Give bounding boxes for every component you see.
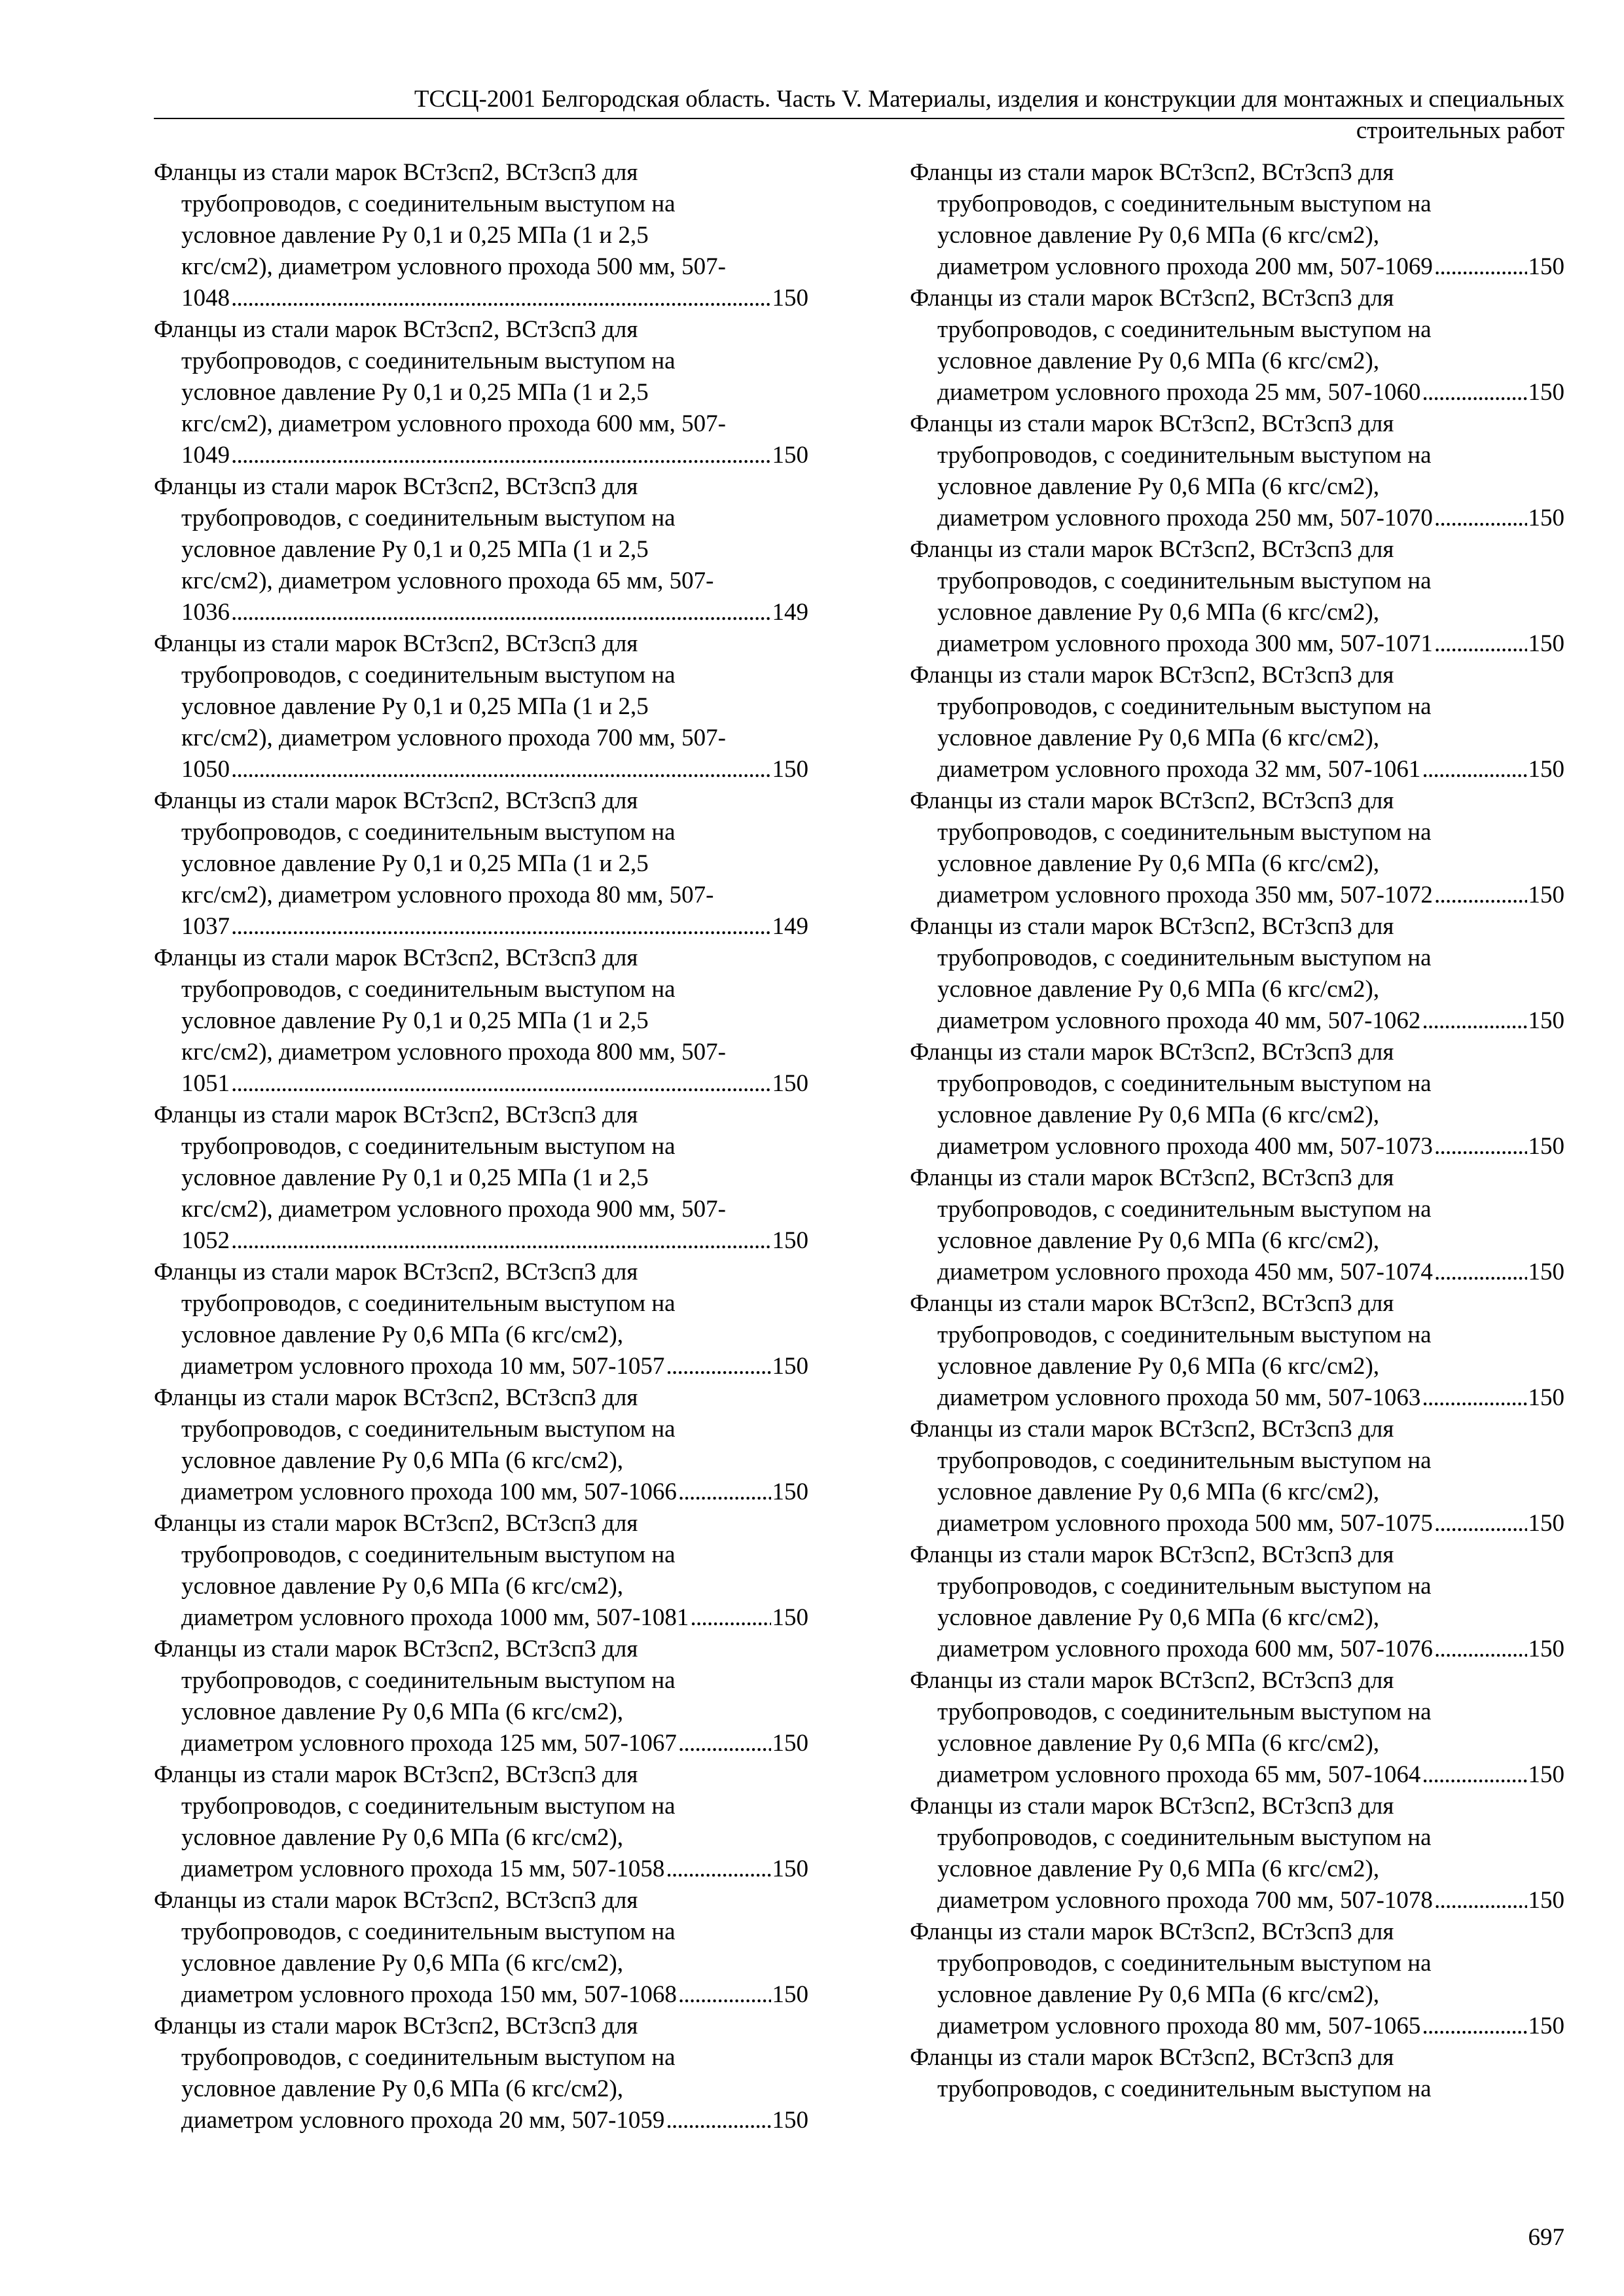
entry-page-ref: 150: [1528, 1007, 1564, 1034]
index-entry: [910, 1414, 1564, 1539]
entry-page-ref: 150: [772, 1070, 808, 1097]
entry-line: [154, 2105, 808, 2136]
entry-line: трубопроводов, с соединительным выступом на: [181, 1541, 676, 1568]
entry-line: условное давление Ру 0,6 МПа (6 кгс/см2),: [937, 1981, 1380, 2008]
dot-leader: [678, 1728, 771, 1759]
index-entry: [910, 408, 1564, 534]
entry-line: Фланцы из стали марок ВСт3сп2, ВСт3сп3 для: [910, 662, 1394, 689]
entry-line: условное давление Ру 0,6 МПа (6 кгс/см2),: [181, 2075, 624, 2102]
entry-line: Фланцы из стали марок ВСт3сп2, ВСт3сп3 для: [910, 1541, 1394, 1568]
entry-line: Фланцы из стали марок ВСт3сп2, ВСт3сп3 для: [154, 630, 638, 657]
entry-text: 1036: [181, 599, 230, 626]
entry-page-ref: 150: [1528, 379, 1564, 406]
entry-line: условное давление Ру 0,6 МПа (6 кгс/см2),: [937, 1604, 1380, 1631]
entry-line: Фланцы из стали марок ВСт3сп2, ВСт3сп3 для: [154, 1510, 638, 1537]
entry-line: условное давление Ру 0,6 МПа (6 кгс/см2),: [181, 1321, 624, 1348]
entry-line: Фланцы из стали марок ВСт3сп2, ВСт3сп3 для: [910, 1416, 1394, 1443]
entry-line: условное давление Ру 0,6 МПа (6 кгс/см2),: [181, 1447, 624, 1474]
entry-text: диаметром условного прохода 200 мм, 507-1069: [937, 253, 1433, 280]
entry-page-ref: 150: [772, 285, 808, 312]
entry-line: трубопроводов, с соединительным выступом на: [937, 693, 1432, 720]
entry-line: Фланцы из стали марок ВСт3сп2, ВСт3сп3 для: [154, 944, 638, 971]
dot-leader: [1422, 377, 1526, 408]
entry-line: кгс/см2), диаметром условного прохода 500 мм, 507-: [181, 253, 726, 280]
dot-leader: [1434, 1131, 1527, 1162]
entry-line: трубопроводов, с соединительным выступом на: [937, 1070, 1432, 1097]
index-entry: [154, 1634, 808, 1759]
entry-page-ref: 150: [1528, 2013, 1564, 2039]
index-entry: [154, 942, 808, 1100]
entry-line: [154, 1225, 808, 1257]
index-entry: [154, 471, 808, 628]
entry-line: [154, 1728, 808, 1759]
entry-page-ref: 150: [772, 1353, 808, 1380]
entry-line: трубопроводов, с соединительным выступом на: [937, 442, 1432, 469]
index-entry: [910, 1037, 1564, 1162]
dot-leader: [1434, 628, 1527, 660]
dot-leader: [1434, 1508, 1527, 1539]
header-line-2: строительных работ: [1356, 117, 1564, 144]
entry-line: кгс/см2), диаметром условного прохода 700 мм, 507-: [181, 725, 726, 751]
entry-line: Фланцы из стали марок ВСт3сп2, ВСт3сп3 для: [154, 2013, 638, 2039]
entry-line: кгс/см2), диаметром условного прохода 900 мм, 507-: [181, 1196, 726, 1223]
entry-page-ref: 150: [772, 1479, 808, 1505]
entry-line: условное давление Ру 0,1 и 0,25 МПа (1 и 2,5: [181, 693, 649, 720]
entry-text: диаметром условного прохода 250 мм, 507-1070: [937, 505, 1433, 531]
entry-line: трубопроводов, с соединительным выступом на: [181, 348, 676, 374]
entry-text: диаметром условного прохода 150 мм, 507-1068: [181, 1981, 677, 2008]
entry-text: диаметром условного прохода 350 мм, 507-1072: [937, 882, 1433, 908]
entry-text: диаметром условного прохода 700 мм, 507-1078: [937, 1887, 1433, 1914]
index-entry: [910, 1916, 1564, 2042]
entry-text: диаметром условного прохода 25 мм, 507-1060: [937, 379, 1421, 406]
index-entry: [154, 157, 808, 314]
entry-text: 1037: [181, 913, 230, 940]
entry-line: трубопроводов, с соединительным выступом на: [937, 819, 1432, 846]
entry-page-ref: 149: [772, 913, 808, 940]
entry-line: трубопроводов, с соединительным выступом на: [937, 190, 1432, 217]
entry-page-ref: 150: [1528, 253, 1564, 280]
entry-line: трубопроводов, с соединительным выступом на: [937, 1321, 1432, 1348]
entry-page-ref: 150: [1528, 882, 1564, 908]
entry-line: условное давление Ру 0,6 МПа (6 кгс/см2),: [937, 1227, 1380, 1254]
dot-leader: [1434, 251, 1527, 283]
entry-line: [910, 503, 1564, 534]
dot-leader: [1434, 880, 1527, 911]
entry-line: [910, 377, 1564, 408]
entry-line: Фланцы из стали марок ВСт3сп2, ВСт3сп3 для: [154, 1887, 638, 1914]
entry-page-ref: 150: [1528, 1887, 1564, 1914]
entry-line: Фланцы из стали марок ВСт3сп2, ВСт3сп3 для: [910, 1039, 1394, 1066]
entry-text: диаметром условного прохода 50 мм, 507-1063: [937, 1384, 1421, 1411]
entry-line: кгс/см2), диаметром условного прохода 80 мм, 507-: [181, 882, 714, 908]
entry-line: [154, 1854, 808, 1885]
entry-page-ref: 150: [1528, 1384, 1564, 1411]
entry-line: Фланцы из стали марок ВСт3сп2, ВСт3сп3 для: [910, 2044, 1394, 2071]
entry-line: [910, 1759, 1564, 1791]
entry-line: трубопроводов, с соединительным выступом на: [937, 1573, 1432, 1600]
entry-line: кгс/см2), диаметром условного прохода 800 мм, 507-: [181, 1039, 726, 1066]
entry-line: Фланцы из стали марок ВСт3сп2, ВСт3сп3 для: [910, 285, 1394, 312]
dot-leader: [1434, 1257, 1527, 1288]
index-entry: [154, 1885, 808, 2011]
entry-line: [910, 2011, 1564, 2042]
entry-line: [154, 1351, 808, 1382]
entry-text: диаметром условного прохода 65 мм, 507-1064: [937, 1761, 1421, 1788]
entry-line: условное давление Ру 0,6 МПа (6 кгс/см2),: [937, 222, 1380, 249]
index-entry: [910, 1288, 1564, 1414]
entry-line: условное давление Ру 0,6 МПа (6 кгс/см2),: [181, 1698, 624, 1725]
index-entry: [154, 1100, 808, 1257]
dot-leader: [666, 2105, 770, 2136]
running-header: [154, 84, 1564, 147]
entry-page-ref: 150: [1528, 1133, 1564, 1160]
entry-text: диаметром условного прохода 300 мм, 507-1071: [937, 630, 1433, 657]
entry-text: диаметром условного прохода 80 мм, 507-1065: [937, 2013, 1421, 2039]
entry-line: условное давление Ру 0,6 МПа (6 кгс/см2),: [937, 599, 1380, 626]
entry-line: Фланцы из стали марок ВСт3сп2, ВСт3сп3 для: [910, 1667, 1394, 1694]
entry-line: условное давление Ру 0,6 МПа (6 кгс/см2),: [937, 1856, 1380, 1882]
entry-line: кгс/см2), диаметром условного прохода 600 мм, 507-: [181, 410, 726, 437]
index-column-left: [154, 157, 808, 2136]
entry-text: диаметром условного прохода 400 мм, 507-1073: [937, 1133, 1433, 1160]
index-entry: [910, 1665, 1564, 1791]
entry-line: Фланцы из стали марок ВСт3сп2, ВСт3сп3 для: [154, 159, 638, 186]
entry-line: [154, 1602, 808, 1634]
entry-line: [910, 880, 1564, 911]
entry-line: условное давление Ру 0,1 и 0,25 МПа (1 и 2,5: [181, 379, 649, 406]
entry-line: условное давление Ру 0,6 МПа (6 кгс/см2),: [937, 1479, 1380, 1505]
dot-leader: [1422, 1005, 1526, 1037]
entry-page-ref: 150: [772, 2107, 808, 2134]
index-entry: [910, 1791, 1564, 1916]
entry-page-ref: 150: [772, 1604, 808, 1631]
entry-page-ref: 150: [1528, 630, 1564, 657]
dot-leader: [666, 1351, 770, 1382]
entry-text: 1049: [181, 442, 230, 469]
entry-line: [910, 1634, 1564, 1665]
entry-line: [910, 754, 1564, 785]
entry-line: [910, 1885, 1564, 1916]
entry-line: трубопроводов, с соединительным выступом на: [181, 1793, 676, 1820]
entry-line: Фланцы из стали марок ВСт3сп2, ВСт3сп3 для: [910, 1164, 1394, 1191]
entry-line: [910, 1131, 1564, 1162]
entry-text: диаметром условного прохода 20 мм, 507-1059: [181, 2107, 665, 2134]
entry-line: Фланцы из стали марок ВСт3сп2, ВСт3сп3 для: [910, 410, 1394, 437]
entry-line: [910, 1257, 1564, 1288]
entry-line: [910, 1382, 1564, 1414]
entry-line: [154, 597, 808, 628]
entry-line: [154, 911, 808, 942]
entry-line: Фланцы из стали марок ВСт3сп2, ВСт3сп3 для: [910, 1793, 1394, 1820]
index-entry: [154, 1508, 808, 1634]
entry-page-ref: 150: [1528, 505, 1564, 531]
dot-leader: [231, 754, 771, 785]
entry-line: трубопроводов, с соединительным выступом на: [181, 2044, 676, 2071]
entry-page-ref: 150: [1528, 1636, 1564, 1662]
entry-line: условное давление Ру 0,1 и 0,25 МПа (1 и 2,5: [181, 536, 649, 563]
entry-line: Фланцы из стали марок ВСт3сп2, ВСт3сп3 для: [154, 1636, 638, 1662]
entry-line: трубопроводов, с соединительным выступом на: [181, 505, 676, 531]
entry-page-ref: 150: [772, 1981, 808, 2008]
entry-page-ref: 149: [772, 599, 808, 626]
entry-line: условное давление Ру 0,6 МПа (6 кгс/см2),: [181, 1950, 624, 1977]
entry-line: [154, 283, 808, 314]
entry-line: условное давление Ру 0,6 МПа (6 кгс/см2),: [937, 850, 1380, 877]
header-rule: [154, 118, 1564, 119]
entry-line: условное давление Ру 0,6 МПа (6 кгс/см2),: [937, 473, 1380, 500]
entry-line: [910, 628, 1564, 660]
entry-line: условное давление Ру 0,6 МПа (6 кгс/см2),: [937, 725, 1380, 751]
dot-leader: [231, 1068, 771, 1100]
index-column-right: [910, 157, 1564, 2105]
dot-leader: [1422, 1382, 1526, 1414]
entry-text: диаметром условного прохода 1000 мм, 507-1081: [181, 1604, 689, 1631]
entry-line: Фланцы из стали марок ВСт3сп2, ВСт3сп3 для: [910, 787, 1394, 814]
dot-leader: [1434, 1634, 1527, 1665]
entry-line: кгс/см2), диаметром условного прохода 65 мм, 507-: [181, 567, 714, 594]
dot-leader: [231, 911, 771, 942]
index-entry: [910, 534, 1564, 660]
entry-line: трубопроводов, с соединительным выступом на: [937, 2075, 1432, 2102]
entry-line: трубопроводов, с соединительным выступом на: [181, 819, 676, 846]
entry-line: условное давление Ру 0,6 МПа (6 кгс/см2),: [181, 1824, 624, 1851]
entry-line: Фланцы из стали марок ВСт3сп2, ВСт3сп3 для: [154, 787, 638, 814]
entry-line: Фланцы из стали марок ВСт3сп2, ВСт3сп3 для: [154, 1384, 638, 1411]
entry-page-ref: 150: [1528, 1259, 1564, 1285]
dot-leader: [678, 1979, 771, 2011]
entry-line: [154, 1979, 808, 2011]
entry-line: [154, 1477, 808, 1508]
entry-text: диаметром условного прохода 40 мм, 507-1062: [937, 1007, 1421, 1034]
index-entry: [910, 2042, 1564, 2105]
entry-page-ref: 150: [772, 1730, 808, 1757]
dot-leader: [1422, 2011, 1526, 2042]
entry-text: диаметром условного прохода 600 мм, 507-1076: [937, 1636, 1433, 1662]
entry-line: трубопроводов, с соединительным выступом на: [181, 190, 676, 217]
entry-line: трубопроводов, с соединительным выступом на: [181, 1667, 676, 1694]
index-entry: [910, 283, 1564, 408]
entry-line: трубопроводов, с соединительным выступом на: [181, 976, 676, 1003]
entry-text: диаметром условного прохода 125 мм, 507-1067: [181, 1730, 677, 1757]
entry-line: условное давление Ру 0,1 и 0,25 МПа (1 и 2,5: [181, 1007, 649, 1034]
entry-line: трубопроводов, с соединительным выступом на: [937, 1447, 1432, 1474]
entry-page-ref: 150: [772, 442, 808, 469]
entry-page-ref: 150: [772, 1856, 808, 1882]
entry-line: [910, 251, 1564, 283]
entry-line: трубопроводов, с соединительным выступом на: [937, 316, 1432, 343]
dot-leader: [231, 1225, 771, 1257]
index-entry: [910, 1162, 1564, 1288]
index-entry: [154, 2011, 808, 2136]
entry-line: Фланцы из стали марок ВСт3сп2, ВСт3сп3 для: [154, 1761, 638, 1788]
entry-line: [910, 1508, 1564, 1539]
dot-leader: [1434, 503, 1527, 534]
entry-line: условное давление Ру 0,1 и 0,25 МПа (1 и 2,5: [181, 222, 649, 249]
header-line-1: ТССЦ-2001 Белгородская область. Часть V. Материалы, изделия и конструкции для монтажных и специальных: [414, 86, 1564, 113]
entry-line: [910, 1005, 1564, 1037]
entry-line: Фланцы из стали марок ВСт3сп2, ВСт3сп3 для: [910, 1918, 1394, 1945]
entry-line: Фланцы из стали марок ВСт3сп2, ВСт3сп3 для: [910, 913, 1394, 940]
entry-line: условное давление Ру 0,1 и 0,25 МПа (1 и 2,5: [181, 1164, 649, 1191]
index-entry: [910, 911, 1564, 1037]
entry-line: условное давление Ру 0,1 и 0,25 МПа (1 и 2,5: [181, 850, 649, 877]
dot-leader: [1422, 754, 1526, 785]
entry-line: трубопроводов, с соединительным выступом на: [937, 1950, 1432, 1977]
entry-line: Фланцы из стали марок ВСт3сп2, ВСт3сп3 для: [154, 1259, 638, 1285]
entry-line: условное давление Ру 0,6 МПа (6 кгс/см2),: [937, 976, 1380, 1003]
entry-text: диаметром условного прохода 15 мм, 507-1058: [181, 1856, 665, 1882]
index-entry: [910, 660, 1564, 785]
index-entry: [910, 785, 1564, 911]
index-entry: [154, 785, 808, 942]
dot-leader: [231, 283, 771, 314]
entry-line: [154, 440, 808, 471]
entry-line: трубопроводов, с соединительным выступом на: [181, 1133, 676, 1160]
entry-text: диаметром условного прохода 500 мм, 507-1075: [937, 1510, 1433, 1537]
entry-text: 1048: [181, 285, 230, 312]
entry-line: трубопроводов, с соединительным выступом на: [937, 1698, 1432, 1725]
entry-line: трубопроводов, с соединительным выступом на: [937, 567, 1432, 594]
dot-leader: [690, 1602, 770, 1634]
dot-leader: [231, 440, 771, 471]
entry-text: 1050: [181, 756, 230, 783]
entry-line: трубопроводов, с соединительным выступом на: [937, 944, 1432, 971]
dot-leader: [678, 1477, 771, 1508]
entry-page-ref: 150: [1528, 1761, 1564, 1788]
index-entry: [154, 1759, 808, 1885]
entry-line: условное давление Ру 0,6 МПа (6 кгс/см2),: [937, 1353, 1380, 1380]
entry-line: трубопроводов, с соединительным выступом на: [181, 1918, 676, 1945]
dot-leader: [1434, 1885, 1527, 1916]
entry-line: Фланцы из стали марок ВСт3сп2, ВСт3сп3 для: [910, 1290, 1394, 1317]
entry-text: 1052: [181, 1227, 230, 1254]
entry-line: трубопроводов, с соединительным выступом на: [181, 1290, 676, 1317]
entry-line: Фланцы из стали марок ВСт3сп2, ВСт3сп3 для: [910, 159, 1394, 186]
entry-line: условное давление Ру 0,6 МПа (6 кгс/см2),: [937, 348, 1380, 374]
entry-line: условное давление Ру 0,6 МПа (6 кгс/см2),: [181, 1573, 624, 1600]
entry-page-ref: 150: [1528, 756, 1564, 783]
index-entry: [154, 1257, 808, 1382]
index-entry: [910, 1539, 1564, 1665]
index-entry: [154, 628, 808, 785]
dot-leader: [231, 597, 771, 628]
entry-text: диаметром условного прохода 32 мм, 507-1061: [937, 756, 1421, 783]
dot-leader: [1422, 1759, 1526, 1791]
entry-line: условное давление Ру 0,6 МПа (6 кгс/см2),: [937, 1102, 1380, 1128]
entry-page-ref: 150: [772, 1227, 808, 1254]
page-number: 697: [1528, 2224, 1564, 2251]
entry-line: [154, 1068, 808, 1100]
entry-line: трубопроводов, с соединительным выступом на: [181, 662, 676, 689]
entry-line: [154, 754, 808, 785]
entry-page-ref: 150: [772, 756, 808, 783]
entry-page-ref: 150: [1528, 1510, 1564, 1537]
entry-line: условное давление Ру 0,6 МПа (6 кгс/см2),: [937, 1730, 1380, 1757]
entry-line: Фланцы из стали марок ВСт3сп2, ВСт3сп3 для: [154, 473, 638, 500]
entry-text: 1051: [181, 1070, 230, 1097]
entry-line: Фланцы из стали марок ВСт3сп2, ВСт3сп3 для: [154, 316, 638, 343]
dot-leader: [666, 1854, 770, 1885]
entry-line: трубопроводов, с соединительным выступом на: [937, 1824, 1432, 1851]
entry-line: Фланцы из стали марок ВСт3сп2, ВСт3сп3 для: [154, 1102, 638, 1128]
index-entry: [154, 314, 808, 471]
entry-text: диаметром условного прохода 100 мм, 507-1066: [181, 1479, 677, 1505]
entry-line: Фланцы из стали марок ВСт3сп2, ВСт3сп3 для: [910, 536, 1394, 563]
index-entry: [154, 1382, 808, 1508]
entry-line: трубопроводов, с соединительным выступом на: [181, 1416, 676, 1443]
entry-line: трубопроводов, с соединительным выступом на: [937, 1196, 1432, 1223]
index-entry: [910, 157, 1564, 283]
entry-text: диаметром условного прохода 450 мм, 507-1074: [937, 1259, 1433, 1285]
entry-text: диаметром условного прохода 10 мм, 507-1057: [181, 1353, 665, 1380]
